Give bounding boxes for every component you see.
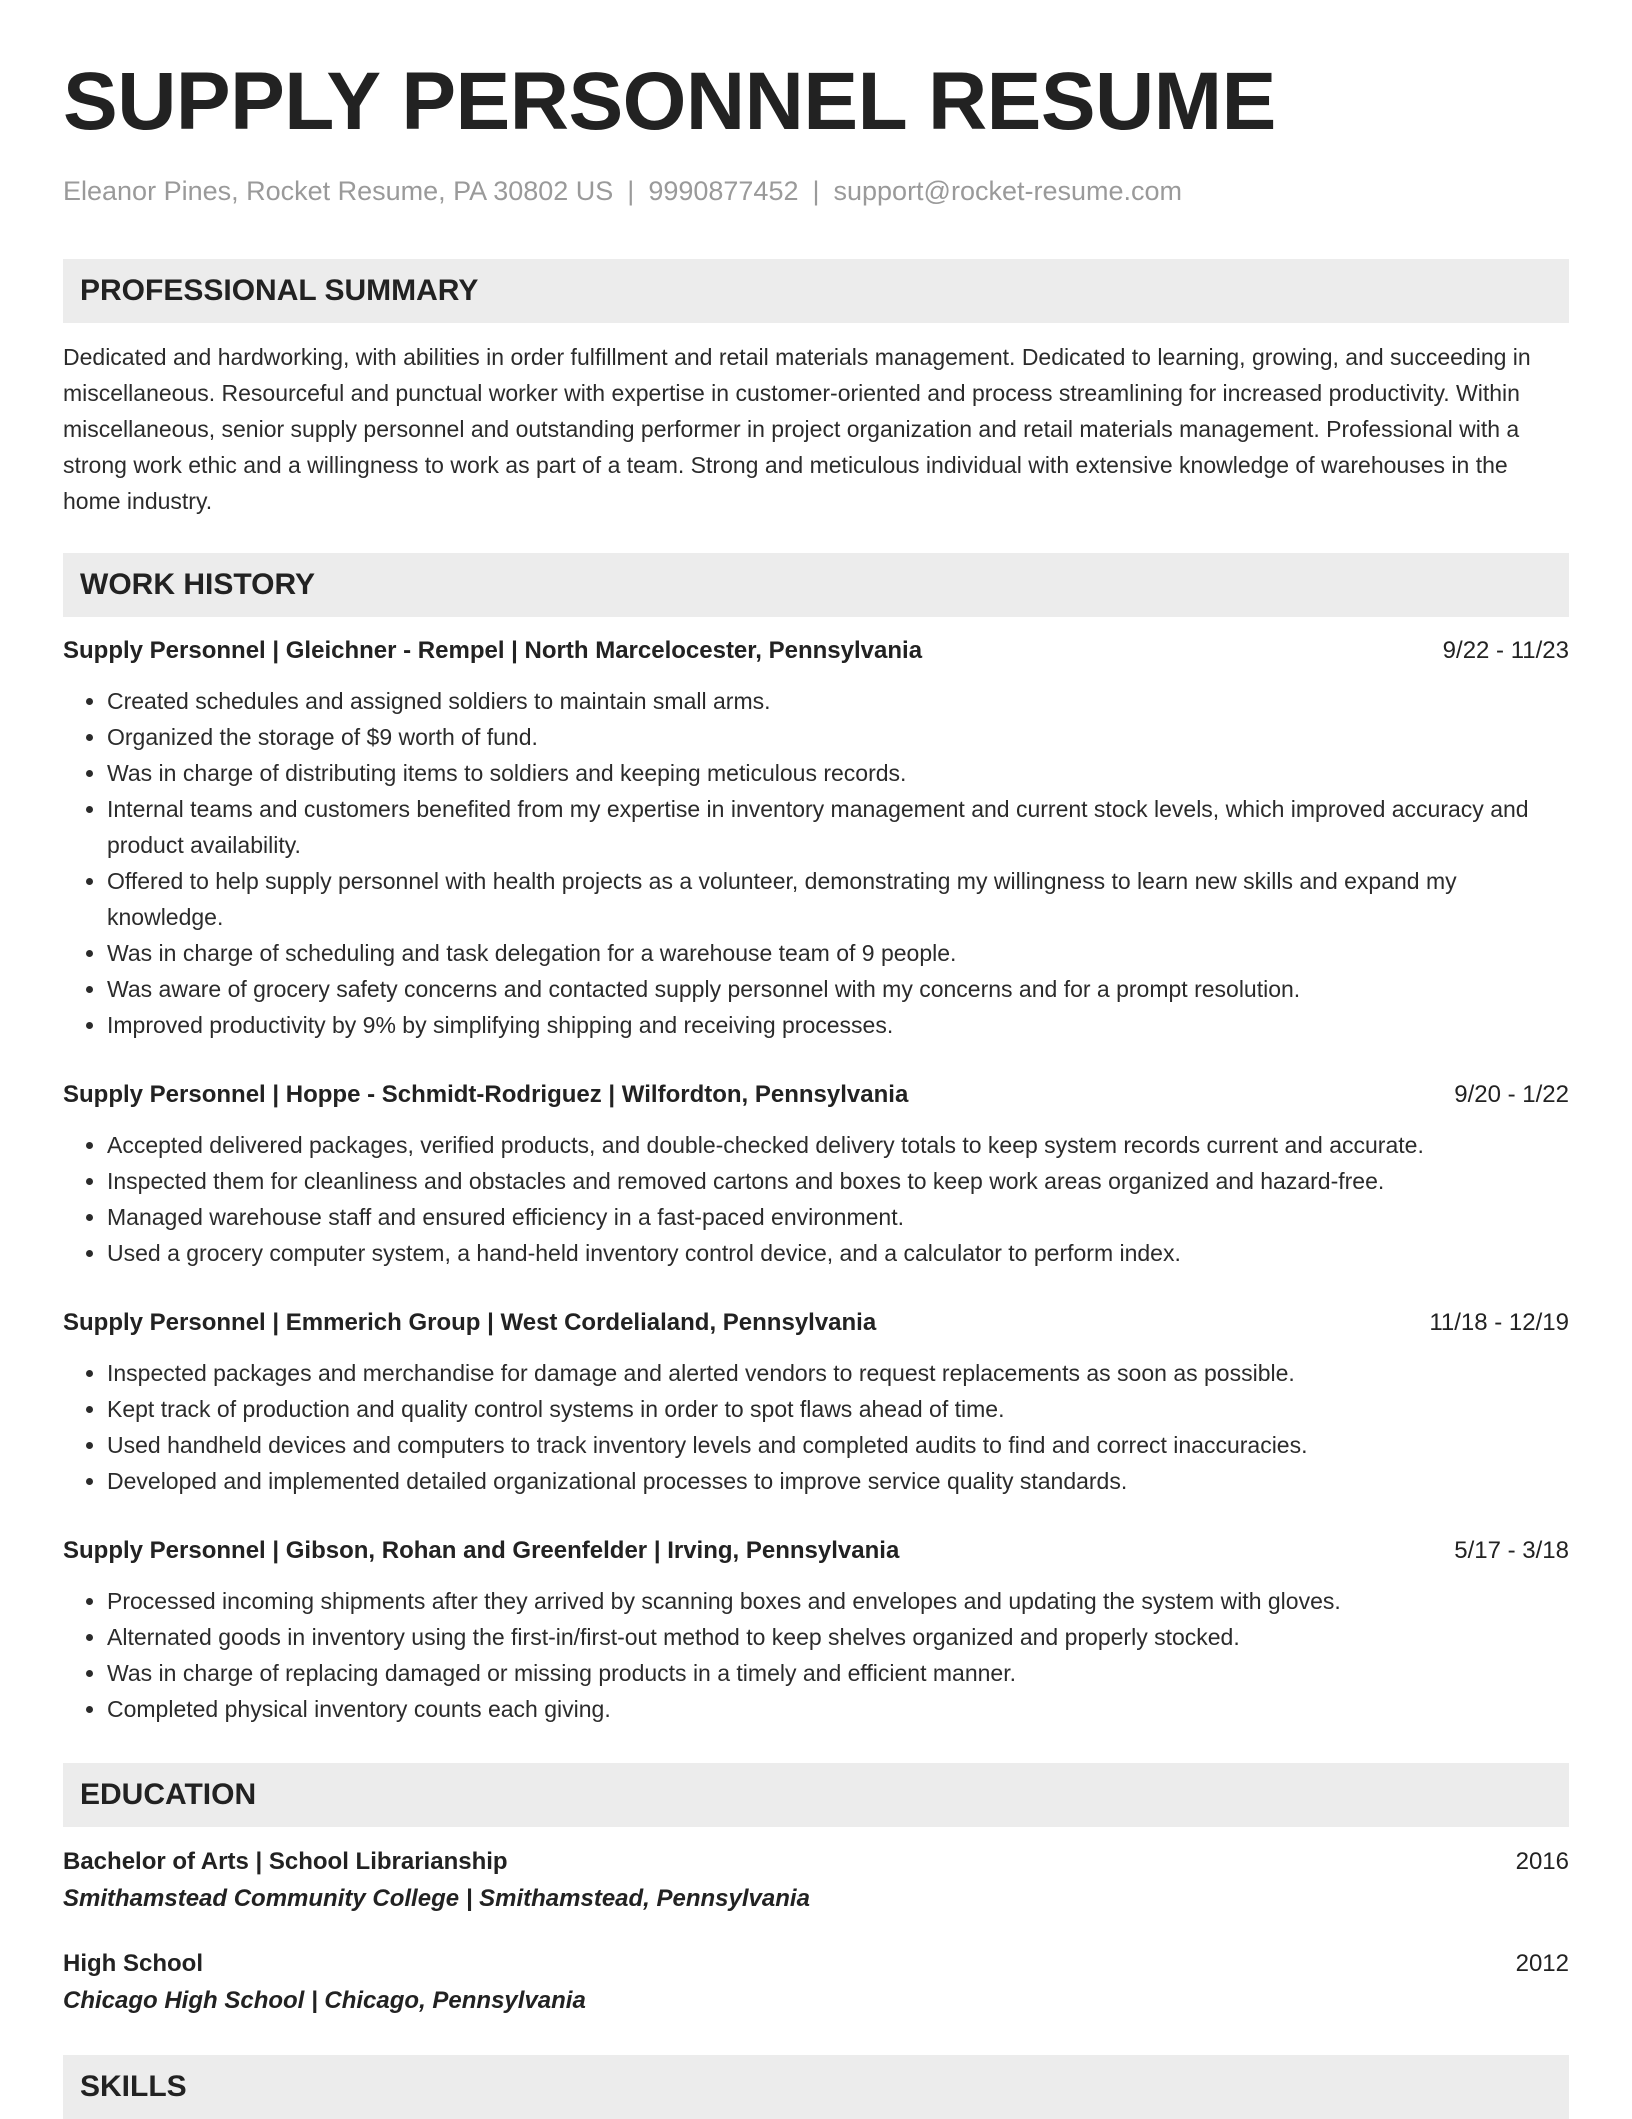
job-entry (63, 1305, 1569, 1499)
education-year: 2012 (1515, 1950, 1569, 1977)
job-bullet: • Internal teams and customers benefited from my expertise in inventory management and current stock levels, which improved accuracy and product availability. (107, 791, 1569, 863)
contact-separator: | (627, 176, 635, 206)
job-bullet: • Created schedules and assigned soldiers to maintain small arms. (107, 683, 1569, 719)
education-degree: Bachelor of Arts | School Librarianship (63, 1848, 508, 1875)
section-header-education: EDUCATION (63, 1763, 1569, 1827)
job-title: Supply Personnel | Emmerich Group | West Cordelialand, Pennsylvania (63, 1309, 877, 1336)
education-school: Smithamstead Community College | Smithamstead, Pennsylvania (63, 1885, 810, 1912)
summary-text: Dedicated and hardworking, with abilities in order fulfillment and retail materials management. Dedicated to learning, growing, and succeeding in miscellaneous. Resourceful and punctual worker with expertise in customer-oriented and process streamlining for increased productivity. Within miscellaneous, senior supply personnel and outstanding performer in project organization and retail materials management. Professional with a strong work ethic and a willingness to work as part of a team. Strong and meticulous individual with extensive knowledge of warehouses in the home industry. (63, 344, 1531, 514)
contact-line (63, 176, 1569, 207)
job-dates: 11/18 - 12/19 (1429, 1309, 1569, 1336)
job-bullet: • Processed incoming shipments after they arrived by scanning boxes and envelopes and updating the system with gloves. (107, 1583, 1569, 1619)
job-heading-row (63, 633, 1569, 669)
education-entry (63, 1843, 1569, 1917)
job-heading-row (63, 1533, 1569, 1569)
contact-email[interactable]: support@rocket-resume.com (833, 176, 1183, 206)
job-bullet: • Inspected them for cleanliness and obstacles and removed cartons and boxes to keep work areas organized and hazard-free. (107, 1163, 1569, 1199)
job-bullet: • Was in charge of scheduling and task delegation for a warehouse team of 9 people. (107, 935, 1569, 971)
education-entry (63, 1945, 1569, 2019)
job-bullet: • Improved productivity by 9% by simplifying shipping and receiving processes. (107, 1007, 1569, 1043)
job-heading-row (63, 1305, 1569, 1341)
education-heading-row (63, 1843, 1569, 1880)
job-entry (63, 1077, 1569, 1271)
section-header-summary: PROFESSIONAL SUMMARY (63, 259, 1569, 323)
job-bullet-list (63, 683, 1569, 1043)
job-bullet: • Inspected packages and merchandise for damage and alerted vendors to request replacements as soon as possible. (107, 1355, 1569, 1391)
job-bullet-list (63, 1127, 1569, 1271)
job-bullet: • Was in charge of replacing damaged or missing products in a timely and efficient manner. (107, 1655, 1569, 1691)
job-bullet: • Organized the storage of $9 worth of fund. (107, 719, 1569, 755)
job-dates: 9/20 - 1/22 (1454, 1081, 1569, 1108)
education-heading-row (63, 1945, 1569, 1982)
job-dates: 9/22 - 11/23 (1442, 637, 1569, 664)
education-degree: High School (63, 1950, 203, 1977)
job-entry (63, 1533, 1569, 1727)
education-list (63, 1843, 1569, 2019)
section-header-work-history: WORK HISTORY (63, 553, 1569, 617)
job-dates: 5/17 - 3/18 (1454, 1537, 1569, 1564)
job-bullet-list (63, 1583, 1569, 1727)
job-bullet-list (63, 1355, 1569, 1499)
job-bullet: • Alternated goods in inventory using the first-in/first-out method to keep shelves organized and properly stocked. (107, 1619, 1569, 1655)
job-title: Supply Personnel | Hoppe - Schmidt-Rodriguez | Wilfordton, Pennsylvania (63, 1081, 909, 1108)
job-title: Supply Personnel | Gleichner - Rempel | North Marcelocester, Pennsylvania (63, 637, 923, 664)
education-school: Chicago High School | Chicago, Pennsylvania (63, 1987, 586, 2014)
section-header-skills: SKILLS (63, 2055, 1569, 2119)
job-entry (63, 633, 1569, 1043)
job-bullet: • Developed and implemented detailed organizational processes to improve service quality standards. (107, 1463, 1569, 1499)
job-bullet: • Managed warehouse staff and ensured efficiency in a fast-paced environment. (107, 1199, 1569, 1235)
job-bullet: • Used handheld devices and computers to track inventory levels and completed audits to find and correct inaccuracies. (107, 1427, 1569, 1463)
education-year: 2016 (1515, 1848, 1569, 1875)
job-bullet: • Was aware of grocery safety concerns and contacted supply personnel with my concerns and for a prompt resolution. (107, 971, 1569, 1007)
job-bullet: • Was in charge of distributing items to soldiers and keeping meticulous records. (107, 755, 1569, 791)
job-bullet: • Completed physical inventory counts each giving. (107, 1691, 1569, 1727)
job-bullet: • Used a grocery computer system, a hand-held inventory control device, and a calculator to perform index. (107, 1235, 1569, 1271)
resume-title: SUPPLY PERSONNEL RESUME (63, 56, 1276, 147)
job-bullet: • Kept track of production and quality control systems in order to spot flaws ahead of time. (107, 1391, 1569, 1427)
work-history-list (63, 633, 1569, 1727)
contact-phone: 9990877452 (648, 176, 799, 206)
job-heading-row (63, 1077, 1569, 1113)
job-bullet: • Accepted delivered packages, verified products, and double-checked delivery totals to keep system records current and accurate. (107, 1127, 1569, 1163)
contact-separator: | (812, 176, 820, 206)
job-bullet: • Offered to help supply personnel with health projects as a volunteer, demonstrating my willingness to learn new skills and expand my knowledge. (107, 863, 1569, 935)
job-title: Supply Personnel | Gibson, Rohan and Greenfelder | Irving, Pennsylvania (63, 1537, 900, 1564)
contact-address: Eleanor Pines, Rocket Resume, PA 30802 US (63, 176, 614, 206)
